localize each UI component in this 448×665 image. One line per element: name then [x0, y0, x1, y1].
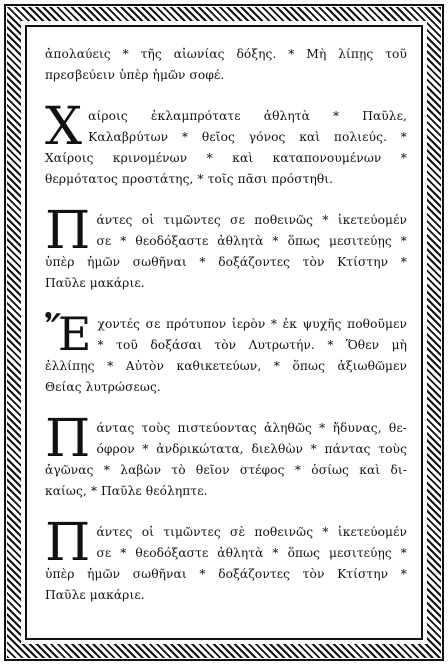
paragraph-hymn-5 — [45, 513, 407, 606]
text-line: * τοῦ δοξάσαι τὸν Λυτρωτήν. * Ὅθεν μὴ — [97, 338, 407, 352]
paragraph-continuation — [45, 44, 407, 86]
text-line: ἀπολαύεις * τῆς αἰωνίας δόξης. * Μὴ λίπῃς τοῦ — [45, 47, 407, 61]
text-line: θερμότατος προστάτης, * τοῖς πᾶσι πρόστηθι. — [45, 172, 334, 186]
text-line: Χαίροις κρινομένων * καὶ καταπονουμένων * — [45, 151, 407, 165]
text-line: άντες οἱ τιμῶντες σε ποθεινῶς * ἱκετεύομέν — [96, 213, 407, 227]
paragraph-hymn-1 — [45, 97, 407, 190]
paragraph-hymn-3 — [45, 307, 407, 398]
text-line: αίροις ἐκλαμπρότατε ἀθλητὰ * Παῦλε, — [88, 109, 407, 123]
text-line: ὑπὲρ ἡμῶν σωθῆναι * δοξάζοντες τὸν Κτίστην * — [45, 255, 407, 269]
text-line: σε * θεοδόξαστε ἀθλητὰ * ὅπως μεσιτεύῃς * — [96, 546, 407, 560]
text-line: σε * θεοδόξαστε ἀθλητὰ * ὅπως μεσιτεύῃς * — [96, 234, 407, 248]
drop-cap-letter: Ἔ — [45, 307, 92, 361]
paragraph-hymn-2 — [45, 201, 407, 294]
text-line: Παῦλε μακάριε. — [45, 276, 145, 290]
text-line: Καλαβρύτων * θεῖος γόνος καὶ πολιεύς. * — [88, 130, 407, 144]
text-body — [45, 44, 407, 626]
drop-cap-letter: Π — [45, 409, 91, 469]
text-line: Παῦλε μακάριε. — [45, 588, 145, 602]
drop-cap-letter: Π — [45, 513, 91, 573]
drop-cap-letter: Π — [45, 201, 91, 261]
text-line: καίως, * Παῦλε θεόληπτε. — [45, 484, 208, 498]
text-line: πρεσβεύειν ὑπὲρ ἡμῶν σοφέ. — [45, 68, 225, 82]
text-line: όφρον * ἀνδρικώτατα, διελθὼν * πάντας τοὺς — [96, 442, 407, 456]
text-line: ὑπὲρ ἡμῶν σωθῆναι * δοξάζοντες τὸν Κτίστην * — [45, 567, 407, 581]
text-line: Θείας λυτρώσεως. — [45, 380, 161, 394]
text-line: ἐλλίπῃς * Αὐτὸν καθικετεύων, * ὅπως ἀξιωθῶμεν — [45, 359, 407, 373]
drop-cap-letter: Χ — [45, 97, 83, 157]
text-line: ἀγῶνας * λαβὼν τὸ θεῖον στέφος * ὁσίως καὶ δι- — [45, 463, 407, 477]
paragraph-hymn-4 — [45, 409, 407, 502]
text-line: άντες οἱ τιμῶντες σὲ ποθεινῶς * ἱκετεύομέν — [96, 525, 407, 539]
text-line: άντας τοὺς πιστεύοντας ἀληθῶς * ἤδυνας, θε- — [96, 421, 407, 435]
text-line: χοντές σε πρότυπον ἱερὸν * ἐκ ψυχῆς ποθοῦμεν — [97, 317, 407, 331]
